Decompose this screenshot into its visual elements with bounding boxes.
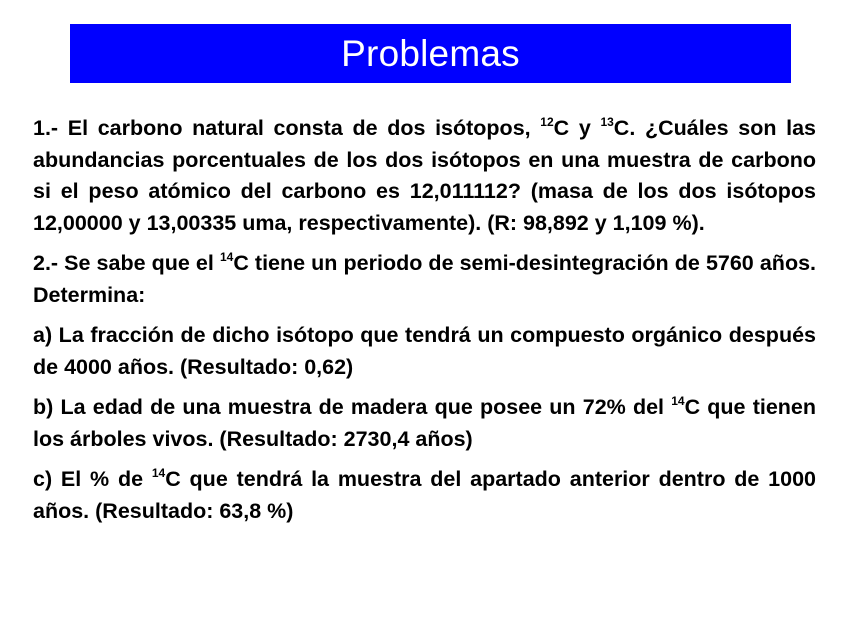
problem-2 [33,248,816,311]
isotope-mass-number: 13 [600,114,614,129]
part-c-text-b: C que tendrá la muestra del apartado anterior dentro de 1000 años. (Resultado: 63,8 %) [33,467,816,523]
page-title: Problemas [341,32,520,74]
problem-2-text-b: C tiene un periodo de semi-desintegración de 5760 años. Determina: [33,251,817,307]
part-b-text-a: b) La edad de una muestra de madera que posee un 72% del [33,395,672,419]
problem-1-text-c: C. ¿Cuáles son las abundancias porcentuales de los dos isótopos en una muestra de carbono si el peso atómico del carbono es 12,011112? (masa de los dos isótopos 12,00000 y 13,00335 uma, respectivamente). (R: 98,892 y 1,109 %). [33,116,817,235]
title-bar [70,24,791,83]
problems-content [33,113,816,527]
part-b-text-b: C que tienen los árboles vivos. (Resultado: 2730,4 años) [33,395,817,451]
isotope-mass-number: 12 [540,114,554,129]
problem-2-part-c [33,464,816,527]
problem-1 [33,113,816,239]
problem-2-text-a: 2.- Se sabe que el [33,251,220,275]
isotope-mass-number: 14 [219,249,234,264]
isotope-mass-number: 14 [671,393,685,408]
problem-2-part-b [33,392,816,455]
part-c-text-a: c) El % de [33,467,152,491]
problem-2-part-a [33,320,816,383]
problem-1-text-b: C y [553,116,601,140]
isotope-mass-number: 14 [151,465,166,480]
problem-1-text-a: 1.- El carbono natural consta de dos isótopos, [33,116,541,140]
part-a-text: a) La fracción de dicho isótopo que tendrá un compuesto orgánico después de 4000 años. (Resultado: 0,62) [33,323,816,379]
